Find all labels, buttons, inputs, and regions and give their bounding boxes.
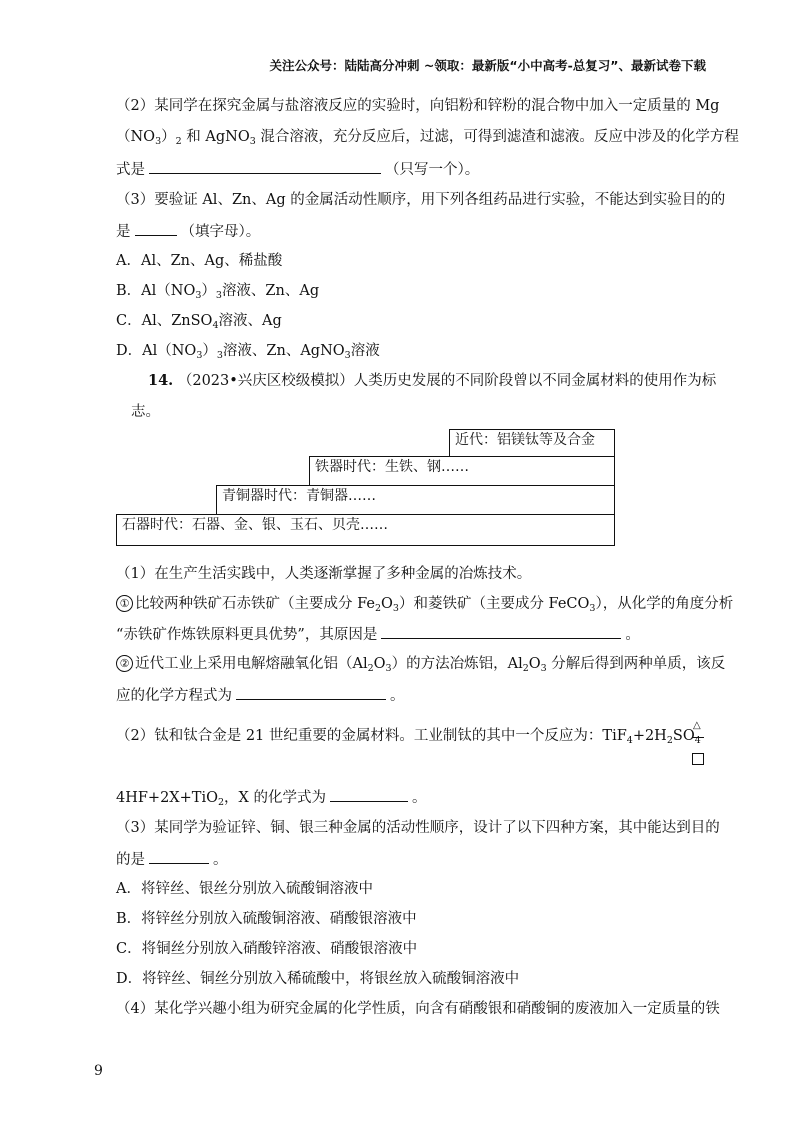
q2-line1: （2）某同学在探究金属与盐溶液反应的实验时，向铝粉和锌粉的混合物中加入一定质量的 Mg bbox=[116, 98, 720, 114]
q3-option-c: C．Al、ZnSO$_4$溶液、Ag bbox=[116, 313, 282, 331]
q14-part1-sub1-line2: “赤铁矿作炼铁原料更具优势”，其原因是 。 bbox=[116, 624, 640, 645]
q14-part2-line2: 4HF+2X+TiO$_2$，X 的化学式为 。 bbox=[116, 787, 426, 808]
answer-blank bbox=[236, 685, 386, 700]
answer-blank bbox=[149, 159, 381, 174]
stair-stone-age: 石器时代：石器、金、银、玉石、贝壳…… bbox=[116, 514, 615, 546]
stair-bronze-age: 青铜器时代：青铜器…… bbox=[216, 485, 615, 516]
page-header: 关注公众号：陆陆高分冲刺 ~领取：最新版“小中高考-总复习”、最新试卷下载 bbox=[269, 58, 706, 73]
stair-iron-age: 铁器时代：生铁、钢…… bbox=[309, 456, 615, 486]
q2-line3: 式是 （只写一个）。 bbox=[116, 159, 479, 180]
circled-number: ① bbox=[116, 595, 133, 612]
q14-line1: 14. （2023•兴庆区校级模拟）人类历史发展的不同阶段曾以不同金属材料的使用作为标 bbox=[148, 372, 717, 389]
q3-option-b: B．$Al(NO_3)_3$溶液、Zn、Ag bbox=[116, 283, 320, 301]
q14-line2: 志。 bbox=[131, 404, 160, 420]
q14-part1-intro: （1）在生产生活实践中，人类逐渐掌握了多种金属的冶炼技术。 bbox=[116, 566, 532, 582]
answer-blank bbox=[381, 624, 621, 639]
q14-part3-option-a: A．将锌丝、银丝分别放入硫酸铜溶液中 bbox=[116, 881, 373, 897]
q2-line2: $(NO_3)_2$ 和 AgNO$_3$ 混合溶液，充分反应后，过滤，可得到滤渣和滤液。反应中涉及的化学方程 bbox=[116, 129, 739, 147]
q14-part3-option-d: D．将锌丝、铜丝分别放入稀硫酸中，将银丝放入硫酸铜溶液中 bbox=[116, 971, 520, 987]
answer-blank bbox=[135, 221, 177, 236]
circled-number: ② bbox=[116, 655, 133, 672]
q14-part3-line2: 的是 。 bbox=[116, 849, 228, 870]
q14-part3-line1: （3）某同学为验证锌、铜、银三种金属的活动性顺序，设计了以下四种方案，其中能达到目的 bbox=[116, 820, 720, 836]
q14-part2-line1: （2）钛和钛合金是 21 世纪重要的金属材料。工业制钛的其中一个反应为：$TiF_4+2H_2SO_4$ bbox=[116, 728, 701, 746]
q14-part1-sub1: ① 比较两种铁矿石赤铁矿（主要成分 $Fe_2O_3$）和菱铁矿（主要成分 FeCO$_3$），从化学的角度分析 bbox=[116, 594, 733, 614]
q14-part3-option-b: B．将锌丝分别放入硫酸铜溶液、硝酸银溶液中 bbox=[116, 911, 417, 927]
q14-part4-line1: （4）某化学兴趣小组为研究金属的化学性质，向含有硝酸银和硝酸铜的废液加入一定质量的铁 bbox=[116, 1001, 720, 1017]
question-number: 14. bbox=[148, 372, 174, 389]
q3-line1: （3）要验证 Al、Zn、Ag 的金属活动性顺序，用下列各组药品进行实验，不能达到实验目的的 bbox=[116, 192, 726, 208]
heating-condition: △ bbox=[693, 720, 701, 731]
answer-blank bbox=[149, 849, 209, 864]
placeholder-box bbox=[692, 753, 704, 765]
answer-blank bbox=[330, 787, 408, 802]
stair-modern: 近代：铝镁钛等及合金 bbox=[449, 429, 615, 458]
equation-line bbox=[692, 737, 704, 738]
q3-option-a: A．Al、Zn、Ag、稀盐酸 bbox=[116, 253, 283, 269]
q3-option-d: D．$Al(NO_3)_3$溶液、Zn、AgNO$_3$溶液 bbox=[116, 343, 380, 361]
q14-part1-sub2: ② 近代工业上采用电解熔融氧化铝$(Al_2O_3)$的方法冶炼铝，$Al_2O_3$ 分解后得到两种单质，该反 bbox=[116, 654, 725, 674]
q14-part3-option-c: C．将铜丝分别放入硝酸锌溶液、硝酸银溶液中 bbox=[116, 941, 418, 957]
page-number: 9 bbox=[94, 1063, 103, 1079]
q14-part1-sub2-line2: 应的化学方程式为 。 bbox=[116, 685, 405, 706]
q3-line2: 是 （填字母）。 bbox=[116, 221, 260, 242]
